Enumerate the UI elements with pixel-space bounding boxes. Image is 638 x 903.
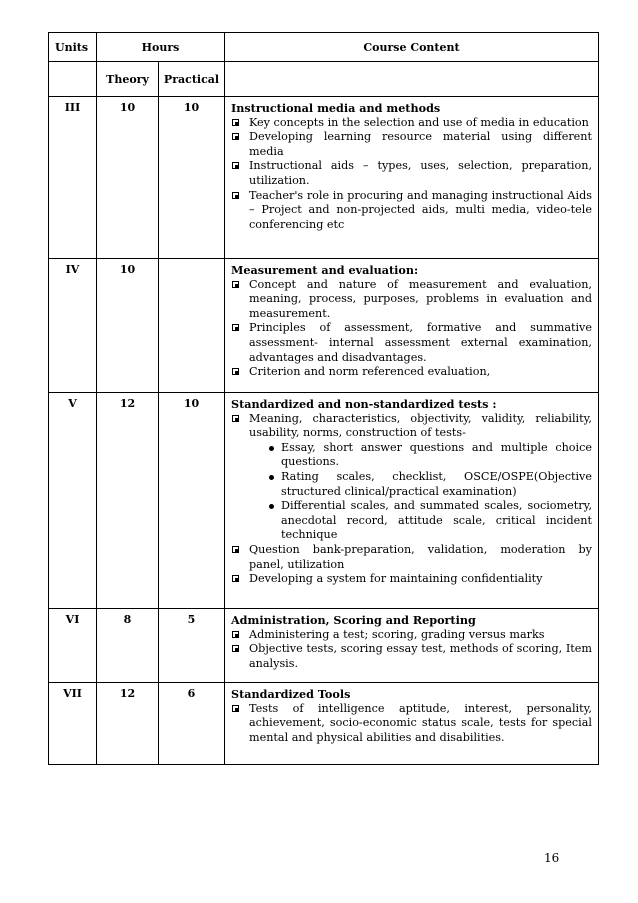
table-row: [49, 393, 599, 609]
unit-cell: VII: [49, 683, 97, 765]
list-item: Key concepts in the selection and use of media in education: [231, 116, 592, 131]
checkbox-bullet-icon: [232, 631, 239, 638]
checkbox-bullet-icon: [232, 162, 239, 169]
list-item: Developing a system for maintaining confidentiality: [231, 572, 592, 587]
list-item: Objective tests, scoring essay test, methods of scoring, Item analysis.: [231, 642, 592, 671]
theory-cell: 10: [97, 259, 159, 393]
page: [48, 32, 598, 765]
list-item: Criterion and norm referenced evaluation,: [231, 365, 592, 380]
unit-cell: IV: [49, 259, 97, 393]
dot-bullet-icon: [269, 446, 274, 451]
course-table: [48, 32, 599, 765]
subheader-row: [49, 62, 599, 97]
list-item: Principles of assessment, formative and summative assessment- internal assessment external examination, advantages and disadvantages.: [231, 321, 592, 365]
sub-list-item: Rating scales, checklist, OSCE/OSPE(Objective structured clinical/practical examination): [267, 470, 592, 499]
table-row: [49, 97, 599, 259]
course-content-header: Course Content: [225, 33, 599, 62]
unit-cell: III: [49, 97, 97, 259]
checkbox-bullet-icon: [232, 119, 239, 126]
practical-cell: 10: [159, 97, 225, 259]
theory-header: Theory: [97, 62, 159, 97]
checkbox-bullet-icon: [232, 575, 239, 582]
unit-cell: V: [49, 393, 97, 609]
table-row: [49, 683, 599, 765]
content-title: Instructional media and methods: [231, 101, 441, 115]
unit-cell: VI: [49, 609, 97, 683]
content-cell: [225, 393, 599, 609]
list-item: Instructional aids – types, uses, selection, preparation, utilization.: [231, 159, 592, 188]
page-number: 16: [544, 851, 560, 865]
checkbox-bullet-icon: [232, 324, 239, 331]
list-item: Question bank-preparation, validation, moderation by panel, utilization: [231, 543, 592, 572]
checkbox-bullet-icon: [232, 133, 239, 140]
theory-cell: 12: [97, 683, 159, 765]
theory-cell: 12: [97, 393, 159, 609]
table-row: [49, 609, 599, 683]
checkbox-bullet-icon: [232, 705, 239, 712]
content-title: Standardized Tools: [231, 687, 351, 701]
content-cell: [225, 97, 599, 259]
practical-header: Practical: [159, 62, 225, 97]
subheader-empty-content: [225, 62, 599, 97]
practical-cell: 6: [159, 683, 225, 765]
checkbox-bullet-icon: [232, 645, 239, 652]
header-row: [49, 33, 599, 62]
list-item: Developing learning resource material using different media: [231, 130, 592, 159]
checkbox-bullet-icon: [232, 192, 239, 199]
content-title: Measurement and evaluation:: [231, 263, 419, 277]
list-item: Meaning, characteristics, objectivity, validity, reliability, usability, norms, construction of tests- Essay, short answer questions and multiple choice questions. Rating scales, checklist, OSCE/OSPE(Objective structured clinical/practical examination) Differential scales, and summated scales, sociometry, anecdotal record, attitude scale, critical incident technique: [231, 412, 592, 543]
content-cell: [225, 609, 599, 683]
sub-list-item: Essay, short answer questions and multiple choice questions.: [267, 441, 592, 470]
content-cell: [225, 683, 599, 765]
list-item: Tests of intelligence aptitude, interest, personality, achievement, socio-economic status scale, tests for special mental and physical abilities and disabilities.: [231, 702, 592, 746]
checkbox-bullet-icon: [232, 546, 239, 553]
list-item: Concept and nature of measurement and evaluation, meaning, process, purposes, problems in evaluation and measurement.: [231, 278, 592, 322]
practical-cell: 10: [159, 393, 225, 609]
subheader-empty: [49, 62, 97, 97]
practical-cell: 5: [159, 609, 225, 683]
content-cell: [225, 259, 599, 393]
units-header: Units: [49, 33, 97, 62]
theory-cell: 8: [97, 609, 159, 683]
dot-bullet-icon: [269, 475, 274, 480]
content-title: Standardized and non-standardized tests :: [231, 397, 497, 411]
list-item: Administering a test; scoring, grading versus marks: [231, 628, 592, 643]
list-item: Teacher's role in procuring and managing instructional Aids – Project and non-projected aids, multi media, video-tele conferencing etc: [231, 189, 592, 233]
content-title: Administration, Scoring and Reporting: [231, 613, 476, 627]
checkbox-bullet-icon: [232, 415, 239, 422]
table-row: [49, 259, 599, 393]
hours-header: Hours: [97, 33, 225, 62]
checkbox-bullet-icon: [232, 368, 239, 375]
sub-list-item: Differential scales, and summated scales, sociometry, anecdotal record, attitude scale, critical incident technique: [267, 499, 592, 543]
theory-cell: 10: [97, 97, 159, 259]
checkbox-bullet-icon: [232, 281, 239, 288]
dot-bullet-icon: [269, 504, 274, 509]
practical-cell: [159, 259, 225, 393]
